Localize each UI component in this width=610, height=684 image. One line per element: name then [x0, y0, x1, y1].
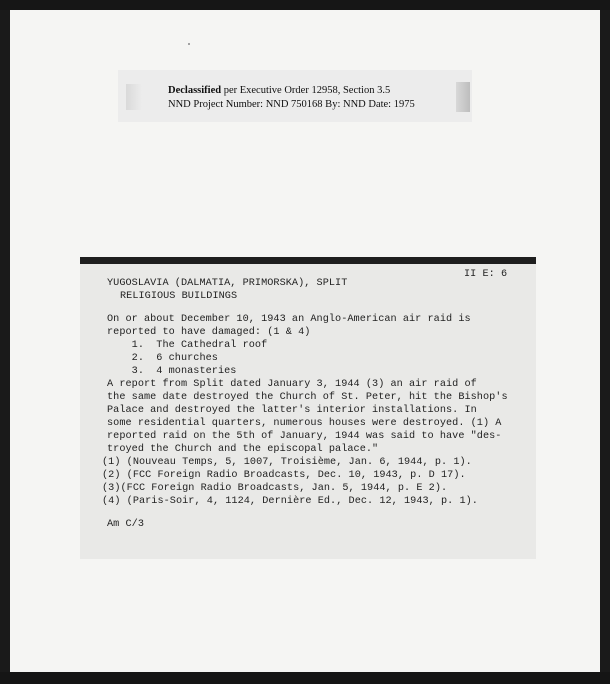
body-line-10: reported raid on the 5th of January, 1944 was said to have "des- — [107, 431, 502, 442]
scan-speck — [188, 43, 190, 45]
body-line-4: 2. 6 churches — [107, 353, 218, 364]
nnd-project-line: NND Project Number: NND 750168 By: NND Date: 1975 — [168, 99, 415, 110]
body-line-8: Palace and destroyed the latter's interior installations. In — [107, 405, 477, 416]
stamp-shadow-left — [126, 84, 142, 110]
card-heading: YUGOSLAVIA (DALMATIA, PRIMORSKA), SPLIT — [107, 278, 348, 289]
source-4: (4) (Paris-Soir, 4, 1124, Dernière Ed., Dec. 12, 1943, p. 1). — [102, 496, 478, 507]
body-line-3: 1. The Cathedral roof — [107, 340, 268, 351]
card-subheading: RELIGIOUS BUILDINGS — [120, 291, 238, 302]
index-card — [80, 257, 536, 559]
stamp-shadow-right — [456, 82, 470, 112]
source-2: (2) (FCC Foreign Radio Broadcasts, Dec. 10, 1943, p. D 17). — [102, 470, 466, 481]
card-top-edge — [80, 257, 536, 264]
source-3: (3)(FCC Foreign Radio Broadcasts, Jan. 5, 1944, p. E 2). — [102, 483, 448, 494]
file-code: II E: 6 — [464, 269, 508, 280]
scan-bottom-border — [0, 672, 610, 684]
executive-order-text: per Executive Order 12958, Section 3.5 — [221, 85, 391, 96]
body-line-5: 3. 4 monasteries — [107, 366, 237, 377]
card-footer-code: Am C/3 — [107, 519, 144, 530]
body-line-9: some residential quarters, numerous houses were destroyed. (1) A — [107, 418, 502, 429]
source-1: (1) (Nouveau Temps, 5, 1007, Troisième, Jan. 6, 1944, p. 1). — [102, 457, 472, 468]
body-line-1: On or about December 10, 1943 an Anglo-American air raid is — [107, 314, 471, 325]
body-line-6: A report from Split dated January 3, 1944 (3) an air raid of — [107, 379, 477, 390]
body-line-7: the same date destroyed the Church of St. Peter, hit the Bishop's — [107, 392, 508, 403]
declassification-stamp — [118, 70, 472, 122]
declassified-line — [168, 85, 390, 96]
body-line-11: troyed the Church and the episcopal palace." — [107, 444, 379, 455]
declassified-label: Declassified — [168, 85, 222, 96]
scan-top-border — [0, 0, 610, 10]
body-line-2: reported to have damaged: (1 & 4) — [107, 327, 311, 338]
